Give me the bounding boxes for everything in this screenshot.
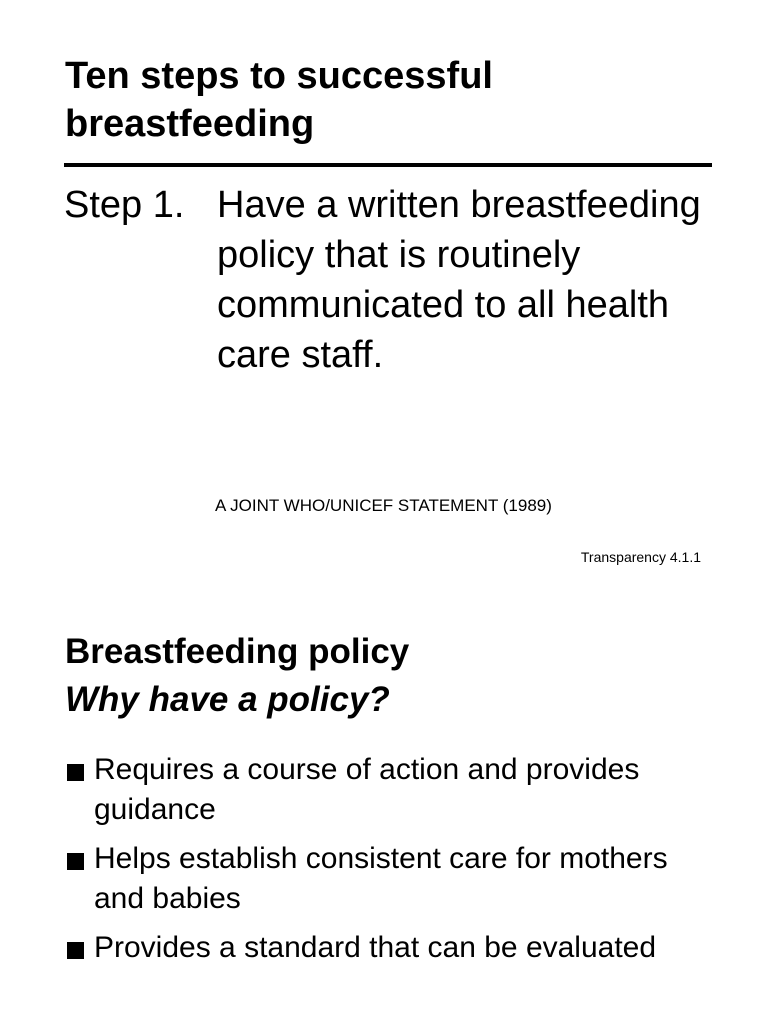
policy-reasons-list [65,750,705,977]
joint-statement-credit: A JOINT WHO/UNICEF STATEMENT (1989) [215,496,552,515]
slide-breastfeeding-policy [0,590,768,1024]
slide-title: Ten steps to successful breastfeeding [65,55,493,145]
policy-heading: Breastfeeding policy [65,632,410,671]
square-bullet-icon [67,764,84,781]
transparency-number: Transparency 4.1.1 [580,549,701,565]
step-text: Have a written breastfeeding policy that is routinely communicated to all health care staff. [217,184,701,376]
list-item-text: Helps establish consistent care for mothers and babies [94,842,668,915]
square-bullet-icon [67,942,84,959]
square-bullet-icon [67,853,84,870]
list-item [65,750,705,830]
list-item [65,928,705,968]
policy-subheading: Why have a policy? [65,680,390,719]
list-item [65,839,705,919]
step-label: Step 1. [64,184,185,226]
list-item-text: Provides a standard that can be evaluated [94,931,657,964]
list-item-text: Requires a course of action and provides guidance [94,753,640,826]
title-divider [64,163,712,167]
